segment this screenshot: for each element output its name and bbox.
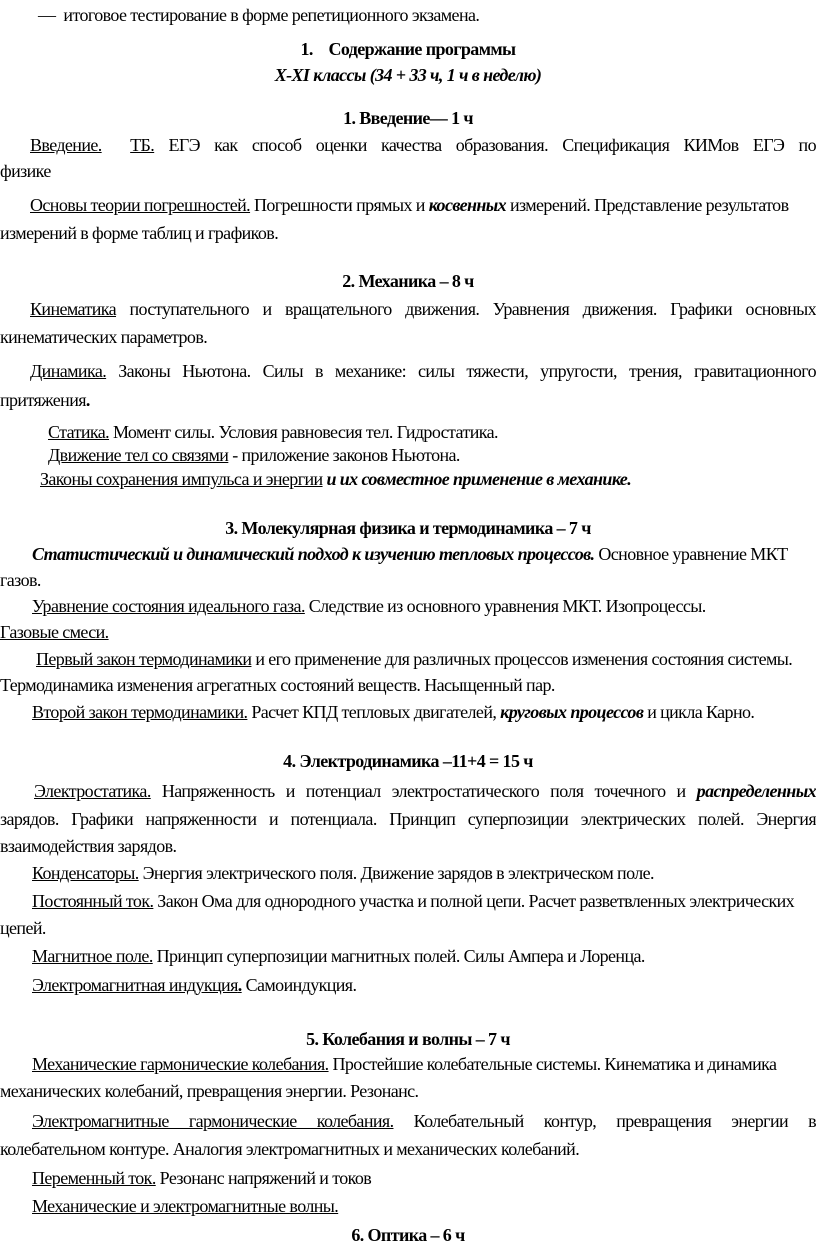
s2-p2-dot: . [85, 390, 90, 410]
s1-p2-text: Погрешности прямых и [253, 195, 425, 215]
s5-p3-text: Резонанс напряжений и токов [159, 1168, 372, 1188]
s2-p5-underlined: Законы сохранения импульса и энергии [40, 469, 323, 489]
s5-p2-underlined: Электромагнитные гармонические колебания. [32, 1111, 394, 1131]
s4-p5-text: Самоиндукция. [245, 975, 357, 995]
intro-text: итоговое тестирование в форме репетиционного экзамена. [63, 5, 480, 25]
s4-p1-emphasis: распределенных [696, 781, 816, 801]
s2-p1-text: поступательного и вращательного движения. Уравнения движения. Графики основных [129, 299, 816, 319]
s2-p3 [48, 421, 816, 443]
s5-p3-underlined: Переменный ток. [32, 1168, 156, 1188]
s3-p2-line2 [0, 621, 816, 643]
s5-p2-text: Колебательный контур, превращения энергии в [413, 1111, 816, 1131]
s5-p4 [32, 1195, 816, 1217]
s2-p5-emphasis: и их совместное применение в механике. [326, 469, 632, 489]
s2-p4-text: - приложение законов Ньютона. [232, 445, 460, 465]
s1-p1-line2: физике [0, 161, 51, 181]
program-title-text: Содержание программы [328, 39, 516, 59]
s2-p4-underlined: Движение тел со связями [48, 445, 229, 465]
s2-p2-text-2: притяжения [0, 390, 86, 410]
s1-p1-line1 [30, 134, 816, 156]
section-1-heading: 1. Введение— 1 ч [343, 108, 473, 128]
s4-p5-underlined [32, 975, 242, 995]
s4-p3-text: Закон Ома для однородного участка и полной цепи. Расчет разветвленных электрических [157, 891, 795, 911]
s4-p1-text: Напряженность и потенциал электростатического поля точечного и [161, 781, 686, 801]
s4-p4 [32, 945, 816, 967]
intro-line [38, 4, 816, 26]
s2-p4 [48, 444, 816, 466]
s2-p1-line1 [30, 298, 816, 320]
s1-p1-text: ЕГЭ как способ оценки качества образования. Спецификация КИМов ЕГЭ по [168, 135, 816, 155]
s5-p2-line1 [32, 1110, 816, 1132]
s4-p1-line1 [34, 780, 816, 802]
s4-p3-line1 [32, 890, 816, 912]
section-5-heading: 5. Колебания и волны – 7 ч [306, 1029, 510, 1049]
s3-p4-text-2: и цикла Карно. [647, 702, 755, 722]
s3-p4-text: Расчет КПД тепловых двигателей, [251, 702, 497, 722]
s4-p5-dot: . [237, 975, 242, 995]
s3-p1-emphasis: Статистический и динамический подход к изучению тепловых процессов. [32, 544, 595, 564]
s3-p2-underlined: Уравнение состояния идеального газа. [32, 596, 305, 616]
s1-p2-underlined: Основы теории погрешностей. [30, 195, 251, 215]
s3-p3-line1 [36, 648, 816, 670]
s2-p2-underlined: Динамика. [30, 361, 107, 381]
s5-p1-line1 [32, 1053, 816, 1075]
s3-p4 [32, 701, 816, 723]
s4-p4-underlined: Магнитное поле. [32, 946, 153, 966]
program-title [0, 38, 816, 60]
s4-p1-line3: взаимодействия зарядов. [0, 836, 177, 856]
s2-p2-line1 [30, 360, 816, 382]
s1-p1-underlined-2: ТБ. [130, 135, 155, 155]
s3-p2-text: Следствие из основного уравнения МКТ. Изопроцессы. [308, 596, 706, 616]
s3-p2-underlined-2: Газовые смеси. [0, 622, 109, 642]
s5-p4-underlined: Механические и электромагнитные волны. [32, 1196, 339, 1216]
program-number: 1. [300, 39, 313, 59]
s3-p2-line1 [32, 595, 816, 617]
s3-p1-line2: газов. [0, 570, 41, 590]
s2-p2-text: Законы Ньютона. Силы в механике: силы тяжести, упругости, трения, гравитационного [118, 361, 816, 381]
s4-p3-underlined: Постоянный ток. [32, 891, 154, 911]
s2-p3-text: Момент силы. Условия равновесия тел. Гидростатика. [112, 422, 498, 442]
section-3-heading: 3. Молекулярная физика и термодинамика – 7 ч [225, 518, 591, 538]
s1-p2-text-2: измерений. Представление результатов [509, 195, 789, 215]
s2-p1-underlined: Кинематика [30, 299, 117, 319]
s1-p2-line2: измерений в форме таблиц и графиков. [0, 223, 279, 243]
s3-p1-text: Основное уравнение МКТ [598, 544, 788, 564]
s4-p2-underlined: Конденсаторы. [32, 863, 139, 883]
s4-p2-text: Энергия электрического поля. Движение зарядов в электрическом поле. [142, 863, 654, 883]
s4-p5 [32, 974, 816, 996]
s1-p1-underlined: Введение. [30, 135, 102, 155]
s2-p5 [40, 468, 816, 490]
s4-p2 [32, 862, 816, 884]
s5-p1-line2: механических колебаний, превращения энергии. Резонанс. [0, 1081, 419, 1101]
s3-p3-line2: Термодинамика изменения агрегатных состояний веществ. Насыщенный пар. [0, 675, 555, 695]
s5-p3 [32, 1167, 816, 1189]
section-6-heading: 6. Оптика – 6 ч [351, 1225, 465, 1245]
s2-p3-underlined: Статика. [48, 422, 110, 442]
s4-p1-underlined: Электростатика. [34, 781, 151, 801]
section-4-heading: 4. Электродинамика –11+4 = 15 ч [283, 751, 533, 771]
s4-p1-line2: зарядов. Графики напряженности и потенциала. Принцип суперпозиции электрических полей. Энергия [0, 809, 816, 829]
s4-p5-underlined-text: Электромагнитная индукция [32, 975, 238, 995]
s5-p1-underlined: Механические гармонические колебания. [32, 1054, 329, 1074]
s4-p4-text: Принцип суперпозиции магнитных полей. Силы Ампера и Лоренца. [156, 946, 645, 966]
s2-p2-line2 [0, 389, 816, 411]
s2-p1-line2: кинематических параметров. [0, 327, 208, 347]
s1-p2-emphasis: косвенных [428, 195, 507, 215]
s5-p2-line2: колебательном контуре. Аналогия электромагнитных и механических колебаний. [0, 1139, 580, 1159]
s3-p4-underlined: Второй закон термодинамики. [32, 702, 248, 722]
s4-p3-line2: цепей. [0, 918, 46, 938]
program-subtitle: X-XI классы (34 + 33 ч, 1 ч в неделю) [274, 65, 542, 85]
s3-p1-line1 [32, 543, 816, 565]
s3-p4-emphasis: круговых процессов [500, 702, 644, 722]
s3-p3-text: и его применение для различных процессов изменения состояния системы. [255, 649, 793, 669]
s5-p1-text: Простейшие колебательные системы. Кинематика и динамика [332, 1054, 777, 1074]
s3-p3-underlined: Первый закон термодинамики [36, 649, 252, 669]
section-2-heading: 2. Механика – 8 ч [342, 271, 474, 291]
intro-dash: — [38, 5, 56, 25]
s1-p2-line1 [30, 194, 816, 216]
